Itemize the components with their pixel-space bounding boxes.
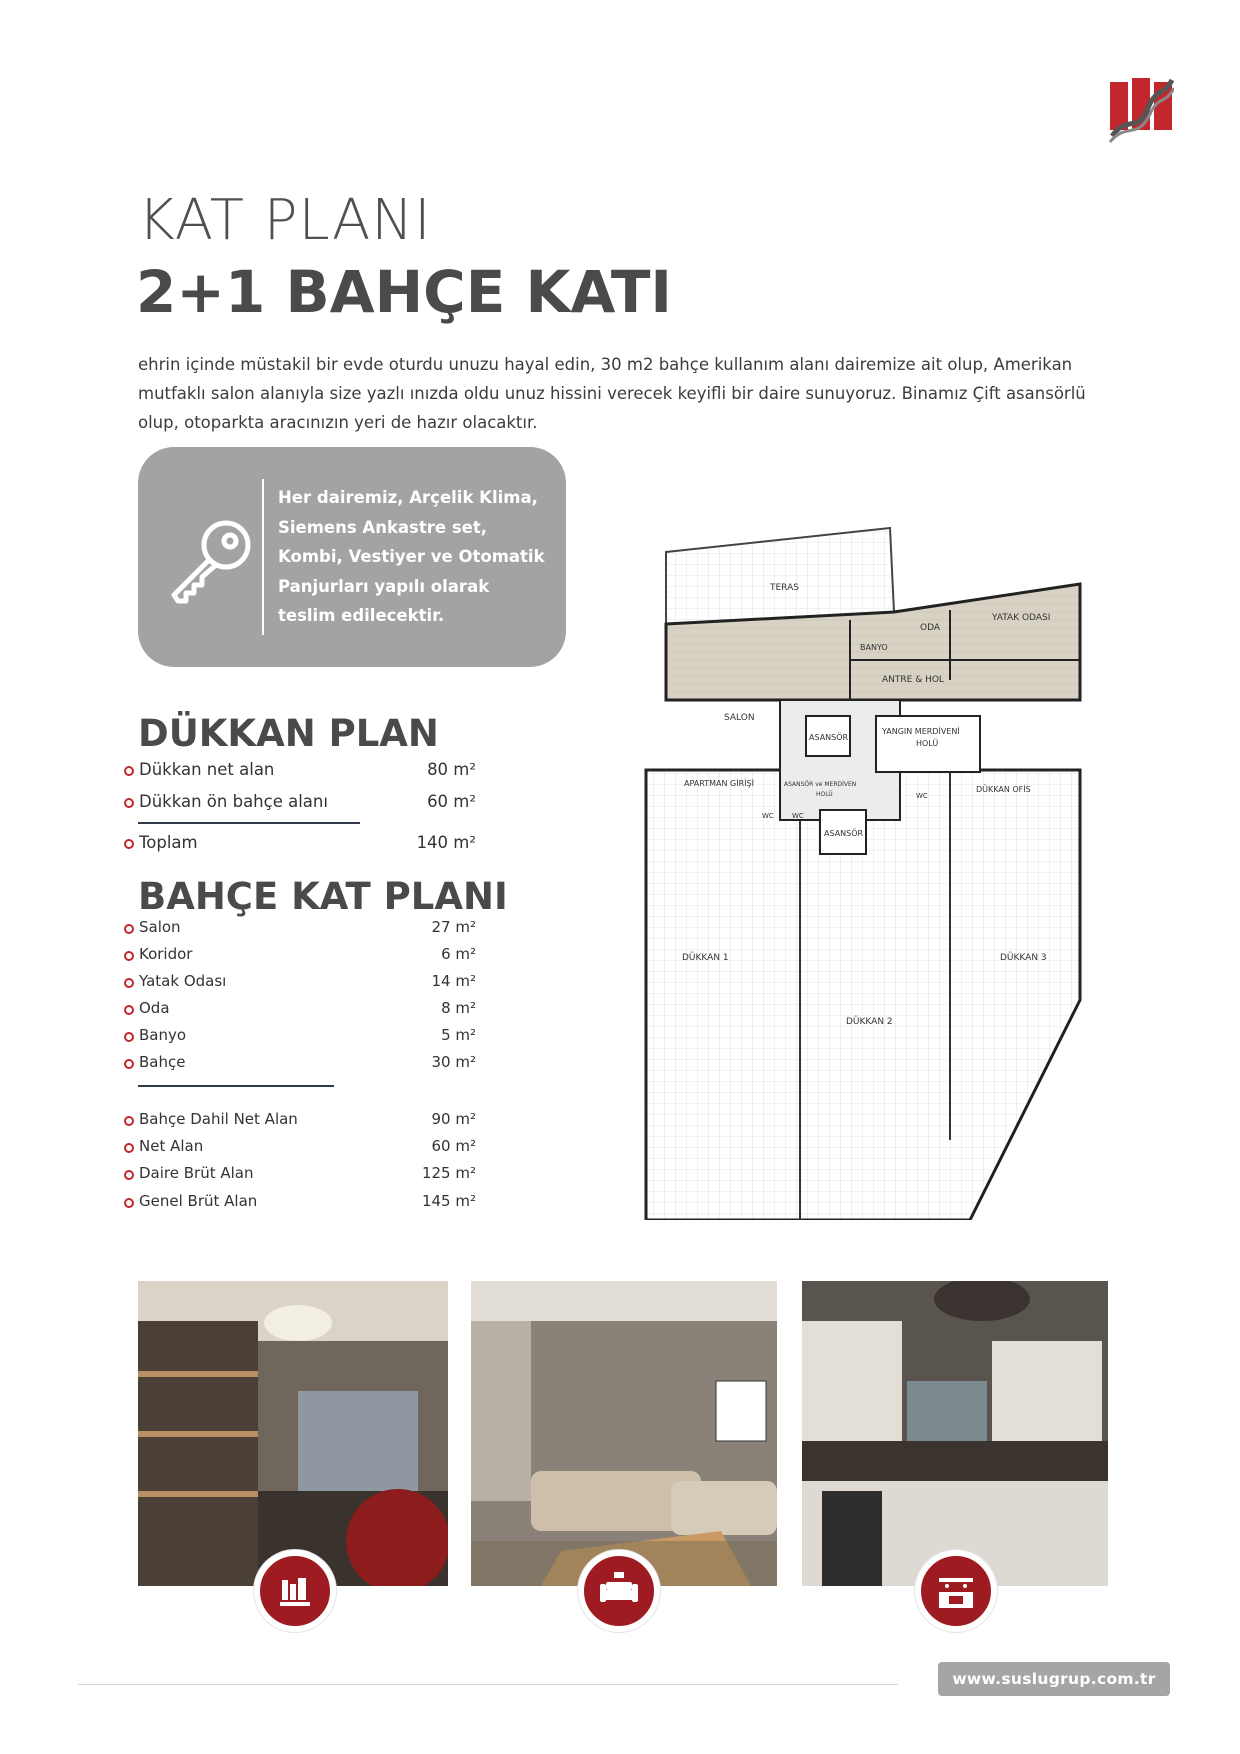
plan-title: 2+1 BAHÇE KATI: [136, 258, 672, 326]
shelf-icon: [254, 1550, 336, 1632]
spec-value: 8 m²: [441, 999, 476, 1017]
divider: [262, 479, 264, 635]
spec-row: [124, 945, 476, 969]
floorplan-label: YANGIN MERDİVENİ: [882, 727, 960, 736]
key-icon: [164, 515, 256, 607]
floorplan-label: ASANSÖR: [824, 829, 864, 838]
spec-label: Koridor: [139, 945, 193, 963]
floorplan-label: HOLÜ: [916, 739, 939, 748]
spec-label: Yatak Odası: [139, 972, 227, 990]
bullet-icon: [124, 1198, 134, 1208]
bullet-icon: [124, 1116, 134, 1126]
features-box: [138, 447, 566, 667]
floorplan-label: DÜKKAN 1: [682, 953, 729, 963]
floorplan-label: APARTMAN GİRİŞİ: [684, 779, 754, 788]
floorplan-label: DÜKKAN 3: [1000, 953, 1047, 963]
spec-value: 60 m²: [431, 1137, 476, 1155]
spec-value: 80 m²: [427, 760, 476, 779]
spec-row: [124, 1164, 476, 1188]
floorplan-label: SALON: [724, 713, 755, 723]
spec-label: Bahçe: [139, 1053, 186, 1071]
spec-label: Banyo: [139, 1026, 187, 1044]
spec-label: Oda: [139, 999, 170, 1017]
floorplan-label: WC: [916, 792, 928, 800]
interior-photo-kitchen: [802, 1281, 1108, 1586]
spec-value: 140 m²: [416, 833, 476, 852]
kitchen-icon: [915, 1550, 997, 1632]
spec-value: 90 m²: [431, 1110, 476, 1128]
bullet-icon: [124, 1005, 134, 1015]
spec-row: [124, 972, 476, 996]
page-title: KAT PLANI: [138, 188, 432, 253]
spec-label: Salon: [139, 918, 181, 936]
spec-row: [124, 792, 476, 816]
bullet-icon: [124, 978, 134, 988]
sofa-icon: [578, 1550, 660, 1632]
spec-value: 125 m²: [421, 1164, 476, 1182]
bullet-icon: [124, 951, 134, 961]
floorplan-label: WC: [762, 812, 774, 820]
divider-line: [138, 1085, 334, 1087]
spec-value: 30 m²: [431, 1053, 476, 1071]
spec-row: [124, 760, 476, 784]
interior-photo-living: [471, 1281, 777, 1586]
bullet-icon: [124, 766, 134, 776]
spec-row: [124, 833, 476, 857]
website-url[interactable]: www.suslugrup.com.tr: [952, 1670, 1156, 1688]
spec-label: Net Alan: [139, 1137, 204, 1155]
footer-line: [78, 1684, 898, 1685]
bullet-icon: [124, 839, 134, 849]
bullet-icon: [124, 1059, 134, 1069]
floorplan-label: ASANSÖR ve MERDİVEN: [784, 781, 857, 788]
company-logo: [1108, 74, 1174, 144]
spec-row: [124, 1110, 476, 1134]
spec-row: [124, 1026, 476, 1050]
spec-row: [124, 1137, 476, 1161]
spec-value: 5 m²: [441, 1026, 476, 1044]
bullet-icon: [124, 1143, 134, 1153]
bullet-icon: [124, 924, 134, 934]
spec-value: 14 m²: [431, 972, 476, 990]
spec-row: [124, 918, 476, 942]
bullet-icon: [124, 798, 134, 808]
website-badge[interactable]: [938, 1662, 1170, 1696]
floorplan-label: TERAS: [770, 583, 799, 593]
spec-label: Dükkan net alan: [139, 760, 275, 779]
floorplan-label: WC: [792, 812, 804, 820]
spec-label: Toplam: [139, 833, 198, 852]
floorplan-label: DÜKKAN 2: [846, 1017, 893, 1027]
features-text: Her dairemiz, Arçelik Klima, Siemens Ankastre set, Kombi, Vestiyer ve Otomatik Panjurları yapılı olarak teslim edilecektir.: [278, 488, 545, 625]
floorplan-label: ANTRE & HOL: [882, 675, 944, 685]
floorplan-label: YATAK ODASI: [992, 613, 1051, 623]
spec-label: Genel Brüt Alan: [139, 1192, 258, 1210]
spec-label: Dükkan ön bahçe alanı: [139, 792, 328, 811]
floorplan-label: BANYO: [860, 643, 888, 652]
spec-value: 145 m²: [421, 1192, 476, 1210]
spec-row: [124, 1192, 476, 1216]
spec-label: Bahçe Dahil Net Alan: [139, 1110, 298, 1128]
bullet-icon: [124, 1170, 134, 1180]
spec-value: 60 m²: [427, 792, 476, 811]
interior-photo-study: [138, 1281, 448, 1586]
floor-plan-drawing: [620, 520, 1090, 1220]
spec-value: 6 m²: [441, 945, 476, 963]
divider-line: [138, 822, 360, 824]
bullet-icon: [124, 1032, 134, 1042]
floorplan-label: ODA: [920, 623, 941, 633]
spec-row: [124, 999, 476, 1023]
spec-row: [124, 1053, 476, 1077]
spec-label: Daire Brüt Alan: [139, 1164, 254, 1182]
intro-paragraph: ehrin içinde müstakil bir evde oturdu unuzu hayal edin, 30 m2 bahçe kullanım alanı dairemize ait olup, Amerikan mutfaklı salon alanıyla size yazlı ınızda oldu unuz hissini verecek keyifli bir daire sunuyoruz. Binamız Çift asansörlü olup, otoparkta aracınızın yeri de hazır olacaktır.: [138, 355, 1086, 432]
spec-value: 27 m²: [431, 918, 476, 936]
garden-floor-title: BAHÇE KAT PLANI: [138, 875, 508, 918]
floorplan-label: DÜKKAN OFİS: [976, 785, 1031, 794]
floorplan-label: ASANSÖR: [809, 733, 849, 742]
floorplan-label: HOLÜ: [816, 791, 833, 798]
shop-plan-title: DÜKKAN PLAN: [138, 712, 439, 755]
